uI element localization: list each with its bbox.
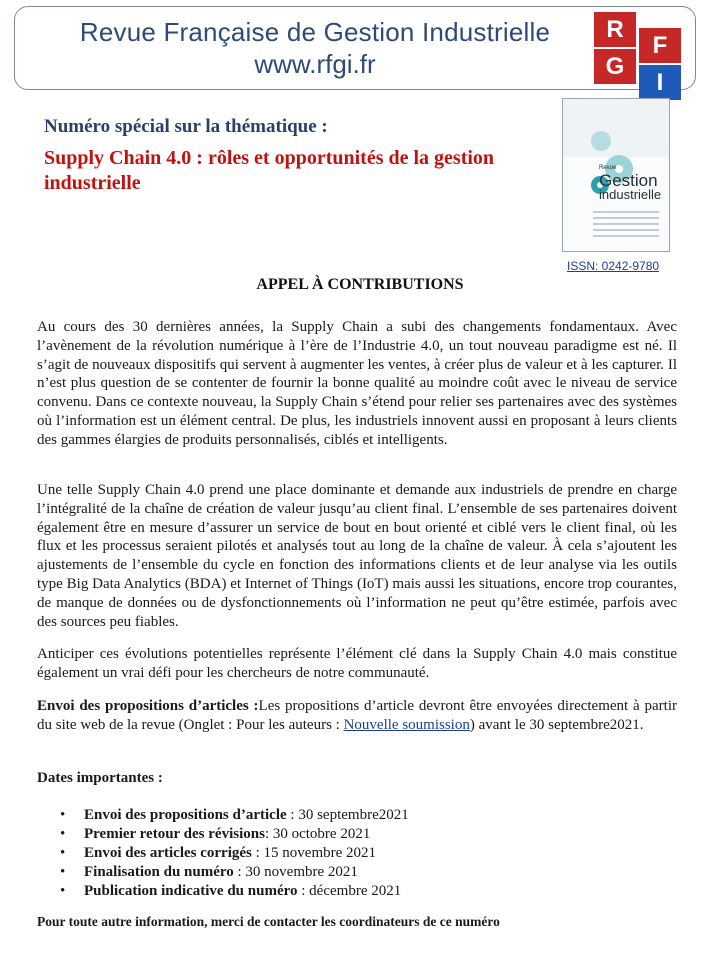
date-label: Finalisation du numéro [84,864,234,880]
journal-cover-image [562,98,670,252]
cover-line [593,223,659,225]
submission-text: Les propositions d’article devront être envoyées directement à partir du site web de la revue (Onglet : Pour les auteurs : [37,698,677,733]
list-item [60,844,409,863]
bullet-icon: • [60,883,66,899]
bullet-icon: • [60,864,66,880]
list-item [60,806,409,825]
special-issue-title: Supply Chain 4.0 : rôles et opportunités de la gestion industrielle [44,147,495,194]
list-item [60,882,409,901]
special-issue-label: Numéro spécial sur la thématique : [44,116,328,137]
contact-note: Pour toute autre information, merci de contacter les coordinateurs de ce numéro [37,914,500,929]
submission-link[interactable]: Nouvelle soumission [343,716,470,733]
logo-letter-g: G [594,49,636,84]
date-value: : 30 octobre 2021 [264,826,371,842]
cover-line [593,229,659,231]
date-label: Publication indicative du numéro [84,883,298,899]
cover-line [593,217,659,219]
dates-label: Dates importantes : [37,770,163,786]
date-label: Envoi des articles corrigés [84,845,252,861]
bullet-icon: • [60,807,66,823]
cover-industrielle: industrielle [599,187,662,202]
submission-end: ) avant le 30 septembre2021. [469,716,644,733]
date-value: : décembre 2021 [297,883,402,899]
list-item [60,825,409,844]
dates-list [60,806,409,901]
call-for-papers-title: APPEL À CONTRIBUTIONS [256,276,464,293]
paragraph-intro: Au cours des 30 dernières années, la Supply Chain a subi des changements fondamentaux. Avec l’avènement de la révolution numérique à l’ère de l’Industrie 4.0, un tout nouveau paradigme est né. Il s’agit de nouveaux dispositifs qui servent à augmenter les ventes, à créer plus de valeur et à les capturer. Il n’est plus question de se contenter de fournir la bonne qualité au moindre coût avec le niveau de service convenu. Dans ce contexte nouveau, la Supply Chain s’étend pour relier ses partenaires avec des systèmes où l’information est un élément central. De plus, les industriels innovent aussi en proposant à leurs clients des gammes élargies de produits personnalisés, ciblés et intelligents. [37,319,677,448]
date-value: : 15 novembre 2021 [251,845,377,861]
paragraph-submission [37,697,677,735]
cover-line [593,211,659,213]
bullet-icon: • [60,845,66,861]
logo-letter-i: I [639,65,681,100]
cover-line [593,235,659,237]
date-label: Premier retour des révisions [84,826,265,842]
issn-link[interactable]: ISSN: 0242-9780 [567,259,660,273]
date-value: : 30 novembre 2021 [233,864,358,880]
rfgi-logo [594,8,686,96]
date-label: Envoi des propositions d’article [84,807,287,823]
paragraph-challenge: Anticiper ces évolutions potentielles représente l’élément clé dans la Supply Chain 4.0 mais constitue également un vrai défi pour les chercheurs de notre communauté. [37,646,677,681]
submission-label: Envoi des propositions d’articles : [37,698,259,714]
cover-gestion: Gestion [599,171,658,190]
list-item [60,863,409,882]
logo-letter-r: R [594,12,636,47]
date-value: : 30 septembre2021 [286,807,409,823]
bullet-icon: • [60,826,66,842]
journal-url[interactable]: www.rfgi.fr [254,49,376,79]
cover-title [599,165,669,201]
journal-title: Revue Française de Gestion Industrielle [79,17,551,47]
logo-letter-f: F [639,28,681,63]
paragraph-supply-chain: Une telle Supply Chain 4.0 prend une place dominante et demande aux industriels de prendre en charge l’intégralité de la chaîne de création de valeur jusqu’au client final. L’ensemble de ses partenaires doivent également être en mesure d’assurer un service de bout en bout orienté et ciblé vers le client final, où les flux et les processus seraient pilotés et analysés tout au long de la chaîne de valeur. À cela s’ajoutent les ajustements de l’ensemble du cycle en fonction des informations clients et de leur analyse via les outils type Big Data Analytics (BDA) et Internet of Things (IoT) mais aussi les situations, encore trop courantes, de manque de données ou de dysfonctionnements où l’information ne peut qu’être estimée, parfois avec des sources peu fiables. [37,482,677,630]
cover-revue: Revue [599,165,617,171]
